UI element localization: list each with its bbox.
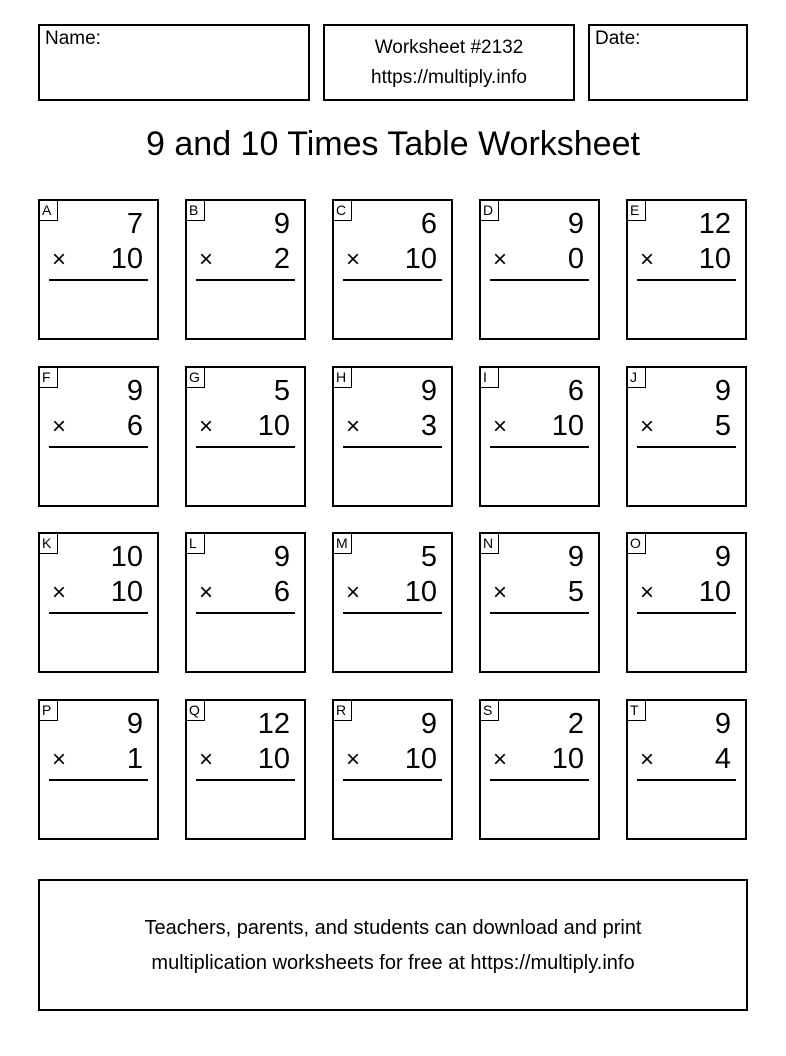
problem-letter: B xyxy=(185,199,205,221)
answer-line xyxy=(49,446,148,448)
answer-line xyxy=(637,779,736,781)
multiplicand: 2 xyxy=(567,708,584,740)
times-icon: × xyxy=(640,579,655,606)
answer-line xyxy=(49,779,148,781)
problem-card[interactable] xyxy=(38,366,159,507)
problem-card[interactable] xyxy=(332,699,453,840)
multiplicand: 9 xyxy=(126,375,143,407)
times-icon: × xyxy=(346,579,361,606)
answer-line xyxy=(343,779,442,781)
multiplicand: 9 xyxy=(714,541,731,573)
times-icon: × xyxy=(199,413,214,440)
worksheet-info-box xyxy=(323,24,575,101)
times-icon: × xyxy=(199,246,214,273)
multiplier: 3 xyxy=(420,410,437,442)
problem-card[interactable] xyxy=(479,366,600,507)
times-icon: × xyxy=(346,413,361,440)
multiplicand: 10 xyxy=(110,541,143,573)
multiplier: 10 xyxy=(698,576,731,608)
times-icon: × xyxy=(493,579,508,606)
problem-letter: Q xyxy=(185,699,205,721)
answer-line xyxy=(343,279,442,281)
problem-letter: S xyxy=(479,699,499,721)
problem-letter: I xyxy=(479,366,499,388)
answer-line xyxy=(343,446,442,448)
multiplier: 10 xyxy=(110,576,143,608)
problem-card[interactable] xyxy=(626,699,747,840)
problem-card[interactable] xyxy=(185,699,306,840)
times-icon: × xyxy=(640,246,655,273)
times-icon: × xyxy=(640,413,655,440)
worksheet-number: Worksheet #2132 xyxy=(374,37,524,58)
multiplier: 1 xyxy=(126,743,143,775)
times-icon: × xyxy=(52,746,67,773)
problem-letter: P xyxy=(38,699,58,721)
problem-letter: H xyxy=(332,366,352,388)
answer-line xyxy=(49,612,148,614)
multiplicand: 9 xyxy=(126,708,143,740)
answer-line xyxy=(196,279,295,281)
date-field[interactable] xyxy=(588,24,748,101)
multiplicand: 9 xyxy=(567,208,584,240)
problem-letter: K xyxy=(38,532,58,554)
problem-card[interactable] xyxy=(626,199,747,340)
multiplicand: 6 xyxy=(567,375,584,407)
multiplier: 6 xyxy=(273,576,290,608)
problem-letter: R xyxy=(332,699,352,721)
multiplicand: 12 xyxy=(698,208,731,240)
times-icon: × xyxy=(199,746,214,773)
times-icon: × xyxy=(346,746,361,773)
problem-letter: A xyxy=(38,199,58,221)
multiplier: 4 xyxy=(714,743,731,775)
problem-letter: D xyxy=(479,199,499,221)
multiplicand: 9 xyxy=(420,375,437,407)
problem-card[interactable] xyxy=(332,366,453,507)
multiplier: 5 xyxy=(567,576,584,608)
problem-card[interactable] xyxy=(626,532,747,673)
problem-card[interactable] xyxy=(185,366,306,507)
multiplicand: 9 xyxy=(273,541,290,573)
times-icon: × xyxy=(493,413,508,440)
problem-letter: J xyxy=(626,366,646,388)
times-icon: × xyxy=(52,413,67,440)
multiplier: 10 xyxy=(551,743,584,775)
multiplicand: 9 xyxy=(273,208,290,240)
name-field[interactable] xyxy=(38,24,310,101)
multiplier: 10 xyxy=(257,743,290,775)
multiplier: 10 xyxy=(257,410,290,442)
times-icon: × xyxy=(52,579,67,606)
multiplier: 6 xyxy=(126,410,143,442)
problem-card[interactable] xyxy=(479,199,600,340)
footer-line-1: Teachers, parents, and students can download and print xyxy=(144,917,642,939)
multiplier: 10 xyxy=(110,243,143,275)
times-icon: × xyxy=(52,246,67,273)
worksheet-url: https://multiply.info xyxy=(371,67,527,88)
multiplicand: 5 xyxy=(273,375,290,407)
footer-box xyxy=(38,879,748,1011)
multiplicand: 9 xyxy=(714,375,731,407)
answer-line xyxy=(490,279,589,281)
problem-letter: N xyxy=(479,532,499,554)
multiplicand: 12 xyxy=(257,708,290,740)
multiplicand: 6 xyxy=(420,208,437,240)
answer-line xyxy=(343,612,442,614)
problem-letter: F xyxy=(38,366,58,388)
problem-card[interactable] xyxy=(479,532,600,673)
footer-line-2: multiplication worksheets for free at https://multiply.info xyxy=(151,952,635,974)
problem-letter: T xyxy=(626,699,646,721)
name-label: Name: xyxy=(45,28,101,49)
problem-card[interactable] xyxy=(185,199,306,340)
multiplier: 2 xyxy=(273,243,290,275)
problem-card[interactable] xyxy=(38,199,159,340)
page-title: 9 and 10 Times Table Worksheet xyxy=(146,125,640,163)
answer-line xyxy=(196,779,295,781)
problem-letter: M xyxy=(332,532,352,554)
problem-letter: E xyxy=(626,199,646,221)
answer-line xyxy=(196,612,295,614)
problem-card[interactable] xyxy=(38,699,159,840)
problem-card[interactable] xyxy=(479,699,600,840)
multiplier: 5 xyxy=(714,410,731,442)
multiplier: 10 xyxy=(551,410,584,442)
multiplier: 10 xyxy=(404,576,437,608)
problem-card[interactable] xyxy=(38,532,159,673)
answer-line xyxy=(49,279,148,281)
problem-letter: G xyxy=(185,366,205,388)
multiplier: 0 xyxy=(567,243,584,275)
multiplicand: 7 xyxy=(126,208,143,240)
problem-letter: C xyxy=(332,199,352,221)
times-icon: × xyxy=(199,579,214,606)
answer-line xyxy=(490,612,589,614)
answer-line xyxy=(637,446,736,448)
multiplier: 10 xyxy=(404,243,437,275)
problem-letter: L xyxy=(185,532,205,554)
problem-card[interactable] xyxy=(185,532,306,673)
answer-line xyxy=(637,612,736,614)
multiplicand: 5 xyxy=(420,541,437,573)
problem-card[interactable] xyxy=(332,199,453,340)
answer-line xyxy=(490,779,589,781)
answer-line xyxy=(637,279,736,281)
times-icon: × xyxy=(346,246,361,273)
times-icon: × xyxy=(493,746,508,773)
multiplicand: 9 xyxy=(420,708,437,740)
times-icon: × xyxy=(493,246,508,273)
answer-line xyxy=(490,446,589,448)
date-label: Date: xyxy=(595,28,641,49)
problem-letter: O xyxy=(626,532,646,554)
answer-line xyxy=(196,446,295,448)
times-icon: × xyxy=(640,746,655,773)
multiplicand: 9 xyxy=(567,541,584,573)
problem-card[interactable] xyxy=(626,366,747,507)
multiplier: 10 xyxy=(698,243,731,275)
multiplicand: 9 xyxy=(714,708,731,740)
multiplier: 10 xyxy=(404,743,437,775)
problem-card[interactable] xyxy=(332,532,453,673)
